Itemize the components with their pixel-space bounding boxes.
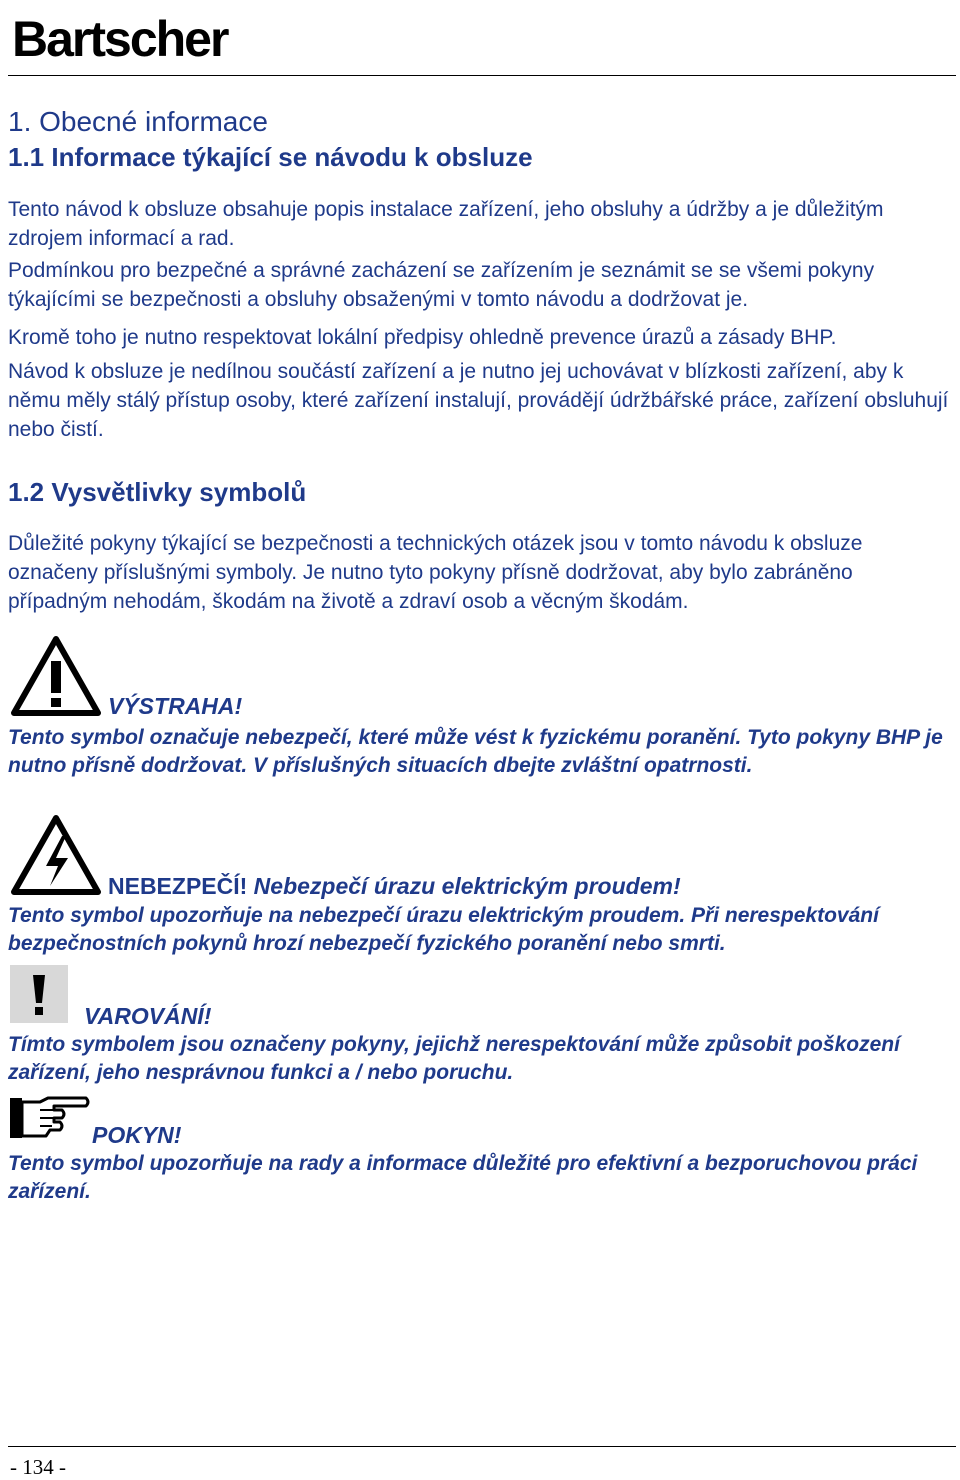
- pointing-hand-icon: [10, 1096, 90, 1142]
- warning-triangle-icon: [10, 635, 102, 717]
- caution-text: Tímto symbolem jsou označeny pokyny, jejichž nerespektování může způsobit poškození zařízení, jeho nesprávnou funkci a / nebo poruchu.: [8, 1033, 900, 1084]
- paragraph-intro: Tento návod k obsluze obsahuje popis instalace zařízení, jeho obsluhy a údržby a je důležitým zdrojem informací a rad.: [8, 198, 884, 250]
- note-text: Tento symbol upozorňuje na rady a informace důležité pro efektivní a bezporuchovou práci zařízení.: [8, 1152, 918, 1203]
- warning-title: VÝSTRAHA!: [108, 693, 243, 719]
- symbols-section-title: 1.2 Vysvětlivky symbolů: [8, 477, 307, 507]
- exclamation-box-icon: [10, 965, 68, 1023]
- electric-hazard-icon: [10, 814, 102, 896]
- danger-text: Tento symbol upozorňuje na nebezpečí úrazu elektrickým proudem. Při nerespektování bezpečnostních pokynů hrozí nebezpečí fyzického poranění nebo smrti.: [8, 904, 879, 955]
- note-title: POKYN!: [92, 1122, 182, 1148]
- section-title: 1. Obecné informace: [8, 106, 268, 137]
- paragraph-conditions: Podmínkou pro bezpečné a správné zacházení se zařízením je seznámit se se všemi pokyny týkajícími se bezpečnosti a obsluhy obsaženými v tomto návodu a dodržovat je.: [8, 259, 875, 311]
- footer-rule: [8, 1446, 956, 1447]
- svg-text:Bartscher: Bartscher: [12, 11, 228, 67]
- header-rule: [8, 75, 956, 76]
- paragraph-regulations: Kromě toho je nutno respektovat lokální předpisy ohledně prevence úrazů a zásady BHP.: [8, 326, 837, 349]
- bartscher-logo: [10, 4, 230, 72]
- page-number: - 134 -: [10, 1455, 66, 1479]
- paragraph-storage: Návod k obsluze je nedílnou součástí zařízení a je nutno jej uchovávat v blízkosti zařízení, aby k němu měly stálý přístup osoby, které zařízení instalují, provádějí údržbářské práce, zařízení obsluhují nebo čistí.: [8, 360, 949, 441]
- danger-title-label: NEBEZPEČÍ!: [108, 873, 248, 899]
- danger-title: [108, 873, 681, 900]
- warning-text: Tento symbol označuje nebezpečí, které může vést k fyzickému poranění. Tyto pokyny BHP je nutno přísně dodržovat. V příslušných situacích dbejte zvláštní opatrnosti.: [8, 726, 943, 777]
- caution-title: VAROVÁNÍ!: [84, 1003, 212, 1029]
- symbols-intro: Důležité pokyny týkající se bezpečnosti a technických otázek jsou v tomto návodu k obsluze označeny příslušnými symboly. Je nutno tyto pokyny přísně dodržovat, aby bylo zabráněno případným nehodám, škodám na životě a zdraví osob a věcným škodám.: [8, 532, 863, 613]
- subsection-title: 1.1 Informace týkající se návodu k obsluze: [8, 142, 533, 172]
- danger-title-description: Nebezpečí úrazu elektrickým proudem!: [247, 873, 681, 899]
